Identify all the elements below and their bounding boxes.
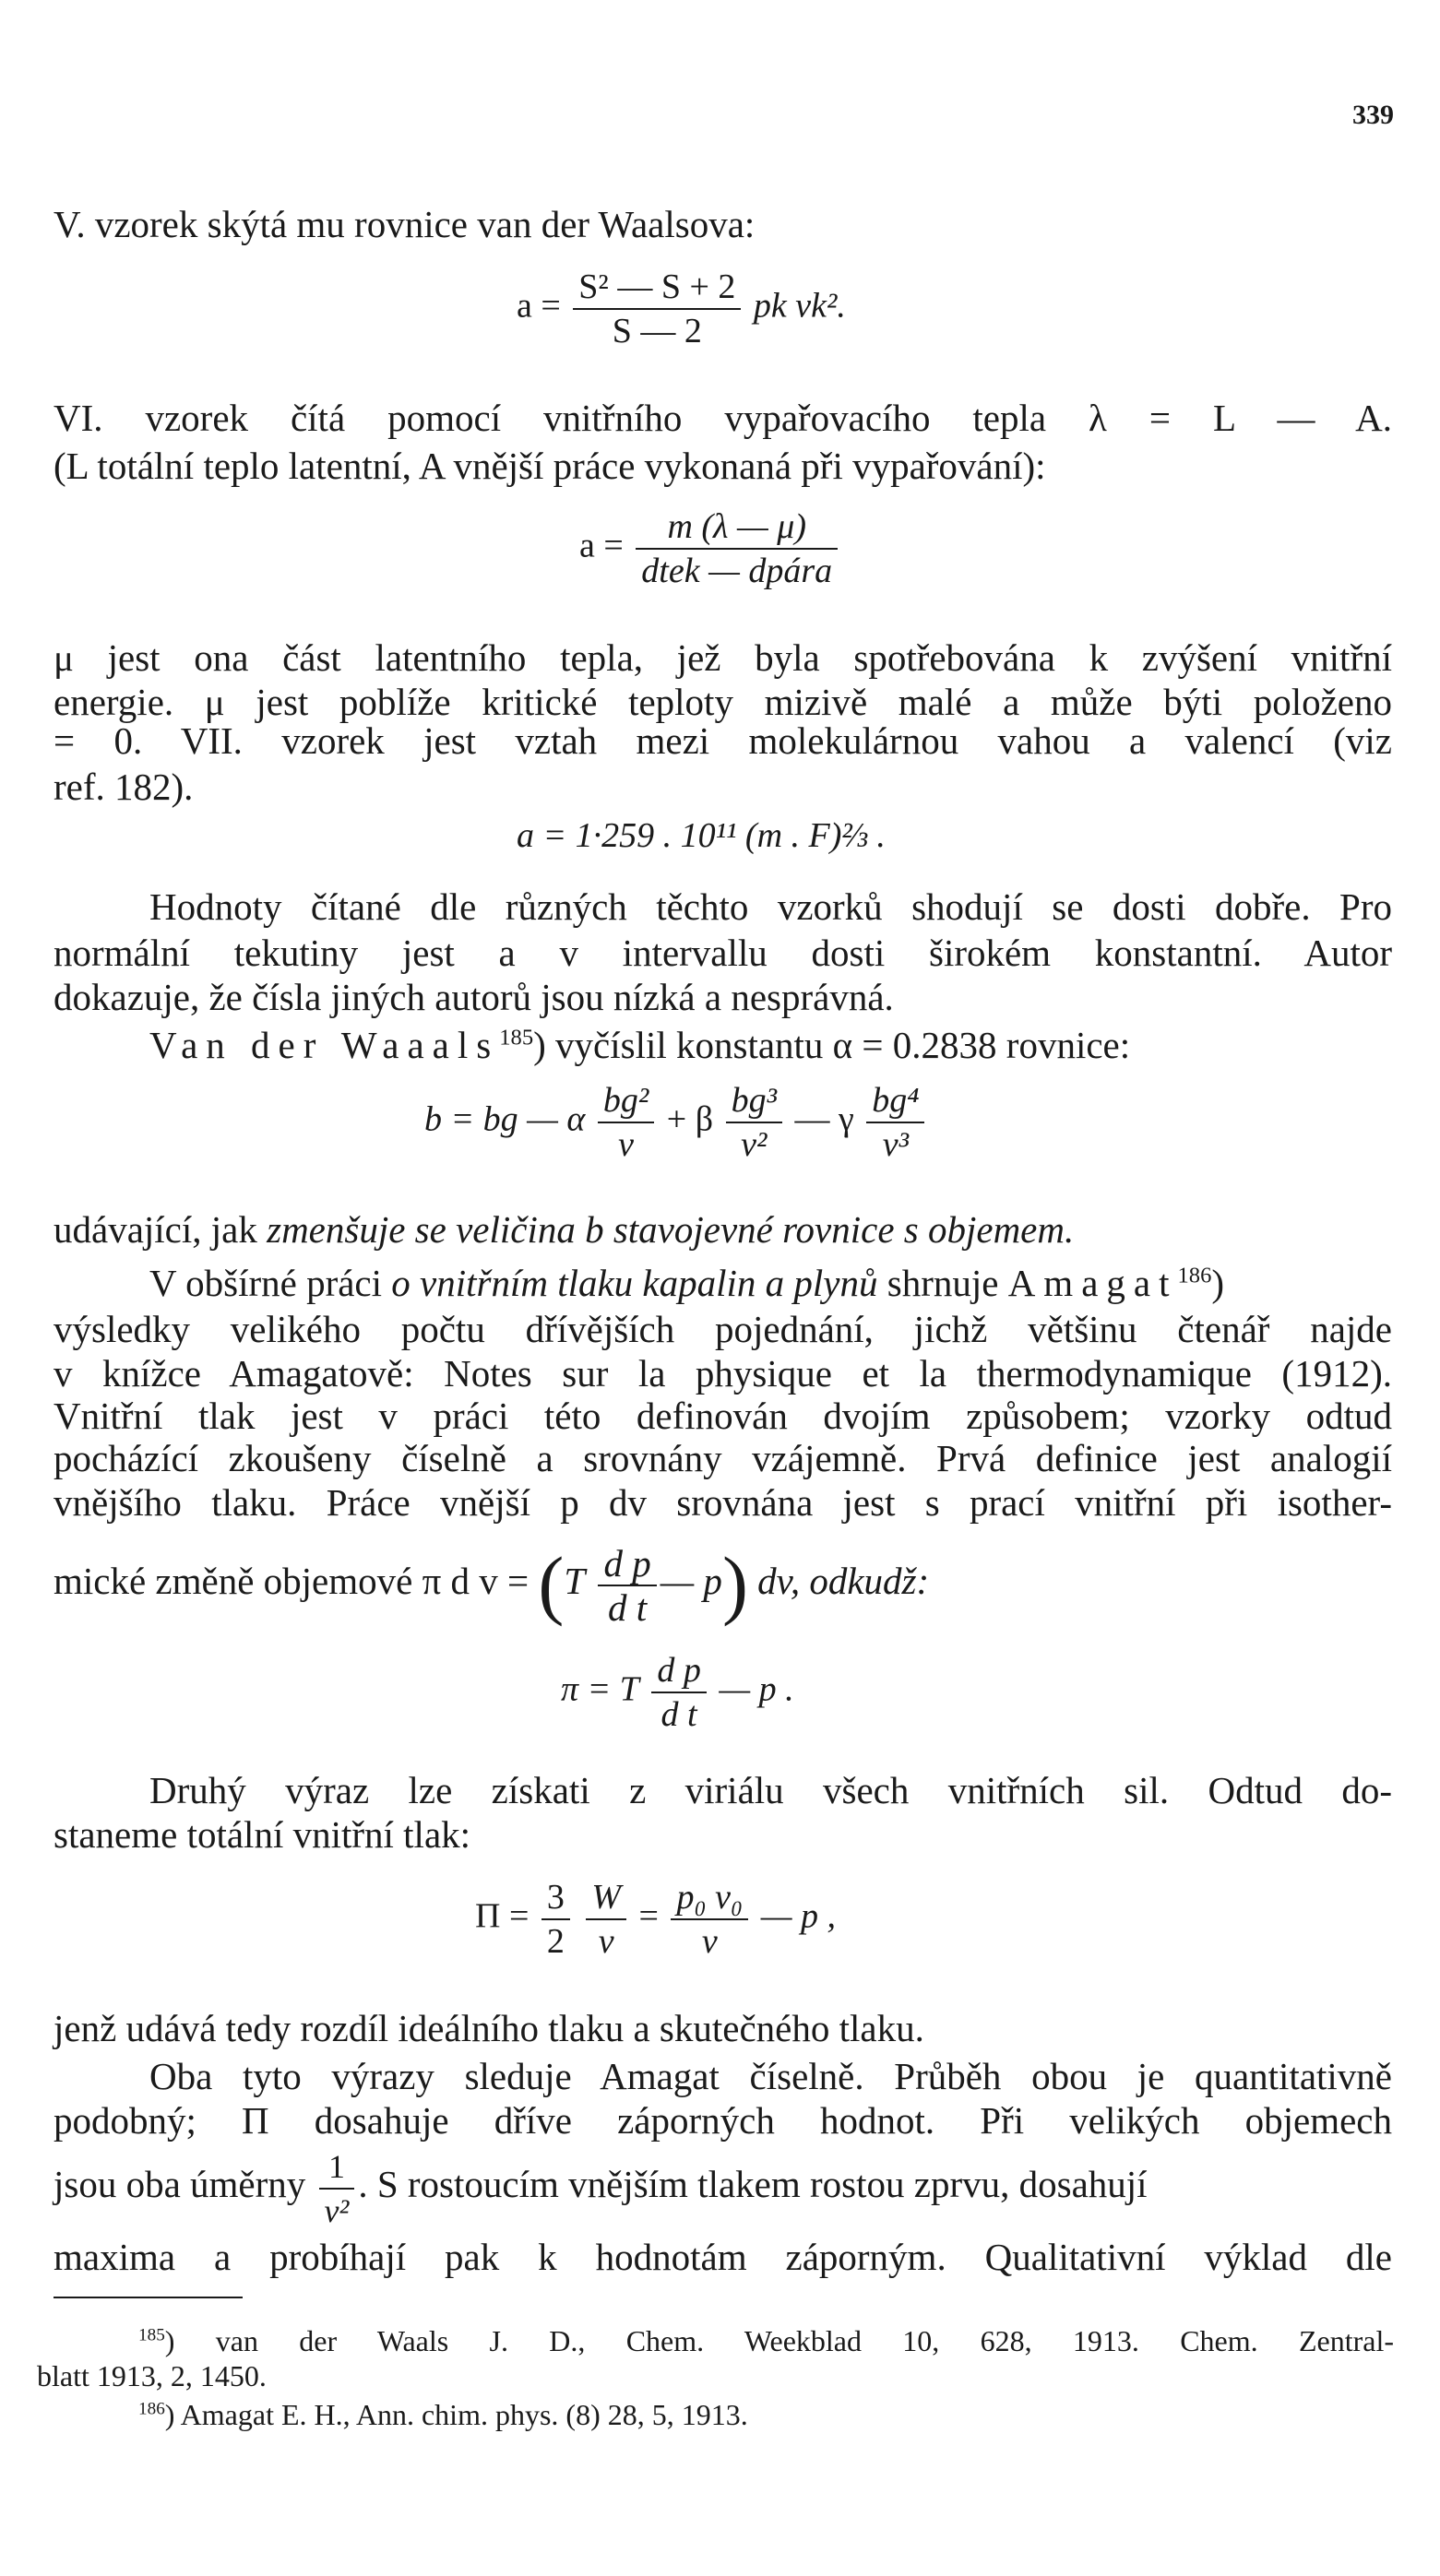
footnote-ref: 186 (1177, 1263, 1212, 1288)
eq-symbol: T (564, 1560, 586, 1602)
eq-denominator: v (586, 1918, 626, 1963)
eq-denominator: 2 (541, 1918, 570, 1963)
text-line: Oba tyto výrazy sleduje Amagat číselně. Průběh obou je quantitativně (149, 2055, 1392, 2097)
eq-numerator: d p (657, 1651, 701, 1690)
eq-denominator: d t (651, 1692, 707, 1736)
text-span: jsou oba úměrny (54, 2163, 306, 2205)
equation-pi (561, 1649, 794, 1736)
eq-paren-open: ( (538, 1541, 565, 1628)
text-line (149, 1258, 1392, 1308)
equation-series (424, 1079, 928, 1166)
text-line: Hodnoty čítané dle různých těchto vzorků shodují se dosti dobře. Pro (149, 885, 1392, 928)
eq-numerator: 1 (327, 2147, 345, 2185)
text-line: = 0. VII. vzorek jest vztah mezi molekulárnou vahou a valencí (viz (54, 719, 1392, 762)
eq-tail: — p . (719, 1669, 794, 1709)
eq-body: a = 1·259 . 10¹¹ (m . F)⅔ . (517, 816, 886, 855)
text-span: ) (1211, 1262, 1225, 1304)
footnote-marker: 185 (138, 2325, 165, 2345)
eq-lhs: b = bg — α (424, 1099, 586, 1139)
text-line: VI. vzorek čítá pomocí vnitřního vypařovacího tepla λ = L — A. (54, 397, 1392, 439)
text-line: μ jest ona část latentního tepla, jež byla spotřebována k zvýšení vnitřní (54, 636, 1392, 679)
text-span: V obšírné práci (149, 1262, 392, 1304)
text-line-with-equation (54, 2142, 1392, 2232)
eq-numerator: W (591, 1878, 622, 1917)
eq-numerator: p₀ v₀ (676, 1878, 744, 1917)
text-line: dokazuje, že čísla jiných autorů jsou nízká a nesprávná. (54, 976, 894, 1018)
text-line (149, 1020, 1392, 1070)
text-span: dv, odkudž: (757, 1560, 930, 1602)
eq-lhs: a = (579, 526, 624, 565)
text-line: ref. 182). (54, 766, 194, 808)
eq-denominator: S — 2 (573, 308, 741, 352)
text-span: ) vyčíslil konstantu α = 0.2838 rovnice: (533, 1024, 1131, 1066)
text-line: maxima a probíhají pak k hodnotám záporným. Qualitativní výklad dle (54, 2236, 1392, 2278)
eq-numerator: d p (603, 1541, 651, 1585)
text-line: výsledky velikého počtu dřívějších pojednání, jichž většinu čtenář najde (54, 1308, 1392, 1350)
eq-numerator: bg⁴ (872, 1081, 920, 1120)
eq-fraction (319, 2145, 355, 2232)
text-line-with-equation (54, 1535, 1392, 1629)
equation-total-pressure (475, 1876, 836, 1963)
eq-denominator: v² (726, 1122, 782, 1166)
footnote-separator (54, 2297, 243, 2298)
eq-paren-close: ) (721, 1541, 748, 1628)
eq-fraction (598, 1542, 656, 1629)
text-line: pocházící zkoušeny číselně a srovnány vzájemně. Prvá definice jest analogií (54, 1437, 1392, 1479)
text-span: . S rostoucím vnějším tlakem rostou zprvu, dosahují (358, 2163, 1148, 2205)
footnote-ref: 185 (499, 1025, 534, 1051)
eq-numerator: m (λ — μ) (667, 507, 807, 546)
eq-fraction (671, 1876, 748, 1963)
text-line: Druhý výraz lze získati z viriálu všech vnitřních sil. Odtud do- (149, 1769, 1392, 1811)
text-line: Vnitřní tlak jest v práci této definován dvojím způsobem; vzorky odtud (54, 1395, 1392, 1437)
footnote-186 (138, 2396, 1394, 2433)
eq-numerator: S² — S + 2 (578, 267, 736, 306)
eq-numerator: bg² (602, 1081, 649, 1120)
footnote-185-cont: blatt 1913, 2, 1450. (37, 2359, 267, 2392)
eq-denominator: dtek — dpára (636, 548, 838, 592)
footnote-text: ) Amagat E. H., Ann. chim. phys. (8) 28, 5, 1913. (164, 2398, 748, 2431)
eq-numerator: bg³ (731, 1081, 777, 1120)
text-line: vnějšího tlaku. Práce vnější p dv srovnána jest s prací vnitřní při isother- (54, 1481, 1392, 1524)
eq-lhs: Π = (475, 1896, 530, 1936)
eq-denominator: d t (598, 1585, 656, 1629)
footnote-text: ) van der Waals J. D., Chem. Weekblad 10, 628, 1913. Chem. Zentral- (164, 2324, 1394, 2357)
eq-tail: pk vk². (753, 286, 846, 326)
eq-tail: — p (660, 1560, 722, 1602)
eq-lhs: π = T (561, 1669, 639, 1709)
eq-numerator: 3 (546, 1878, 565, 1917)
eq-tail: — p , (760, 1896, 837, 1936)
author-name: Van der Waaals (149, 1024, 500, 1066)
text-line: podobný; Π dosahuje dříve záporných hodnot. Při velikých objemech (54, 2099, 1392, 2142)
text-line: normální tekutiny jest a v intervallu dosti širokém konstantní. Autor (54, 932, 1392, 974)
equation-valence (517, 815, 886, 856)
eq-denominator: v (598, 1122, 654, 1166)
author-name: Amagat (1007, 1262, 1178, 1304)
page-number: 339 (1352, 100, 1394, 130)
text-line: energie. μ jest poblíže kritické teploty mizivě malé a může býti položeno (54, 681, 1392, 723)
eq-denominator: v (671, 1918, 748, 1963)
eq-lhs: a = (517, 286, 561, 326)
text-span: udávající, jak (54, 1208, 268, 1251)
equation-latent-heat (579, 505, 841, 592)
eq-op: = (638, 1896, 659, 1936)
eq-op: — γ (794, 1099, 854, 1139)
eq-fraction (573, 266, 741, 352)
eq-denominator: v³ (866, 1122, 924, 1166)
text-emphasis: zmenšuje se veličina b stavojevné rovnice s objemem. (267, 1208, 1075, 1251)
eq-fraction (598, 1079, 654, 1166)
eq-fraction (541, 1876, 570, 1963)
footnote-185 (138, 2322, 1394, 2359)
text-line: staneme totální vnitřní tlak: (54, 1813, 471, 1856)
eq-fraction (726, 1079, 782, 1166)
text-span: shrnuje (877, 1262, 1008, 1304)
eq-op: + β (666, 1099, 714, 1139)
eq-fraction (636, 505, 838, 592)
eq-fraction (866, 1079, 924, 1166)
text-line: jenž udává tedy rozdíl ideálního tlaku a skutečného tlaku. (54, 2007, 924, 2049)
eq-fraction (651, 1649, 707, 1736)
text-line: v knížce Amagatově: Notes sur la physique et la thermodynamique (1912). (54, 1352, 1392, 1395)
eq-denominator: v² (319, 2188, 355, 2232)
text-emphasis: o vnitřním tlaku kapalin a plynů (391, 1262, 878, 1304)
text-line: V. vzorek skýtá mu rovnice van der Waalsova: (54, 203, 756, 245)
eq-fraction (586, 1876, 626, 1963)
footnote-marker: 186 (138, 2399, 165, 2419)
text-span: mické změně objemové π d v = (54, 1560, 530, 1602)
text-line: (L totální teplo latentní, A vnější práce vykonaná při vypařování): (54, 445, 1046, 487)
equation-van-der-waals (517, 266, 846, 352)
text-line (54, 1205, 1392, 1254)
